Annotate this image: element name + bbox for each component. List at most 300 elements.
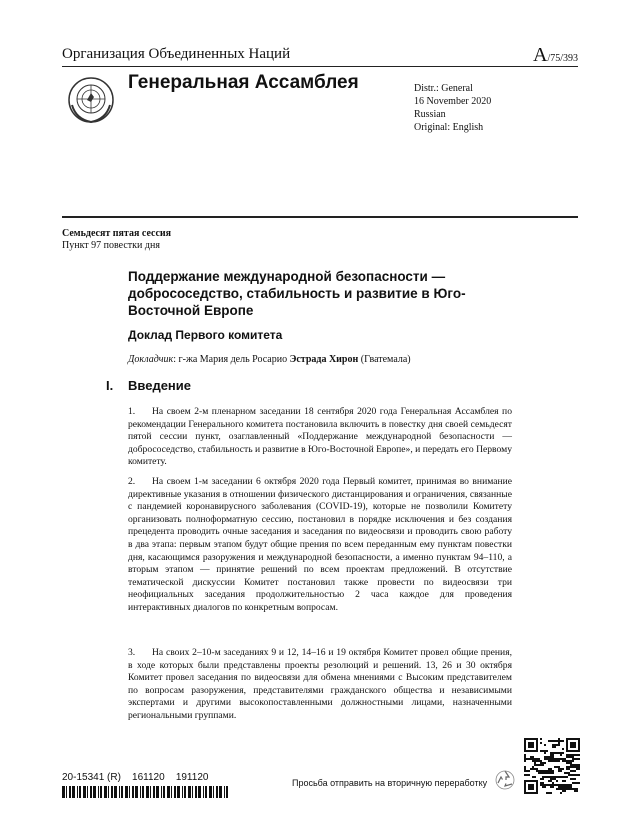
- qr-module: [560, 776, 562, 778]
- qr-module: [574, 788, 576, 790]
- barcode-bar: [198, 786, 201, 798]
- qr-module: [558, 742, 560, 744]
- barcode-bar: [224, 786, 225, 798]
- qr-module: [566, 772, 568, 774]
- qr-module: [566, 762, 568, 764]
- document-title: Поддержание международной безопасности — добрососедство, стабильность и развитие в Юго-Восточной Европе: [128, 269, 466, 318]
- symbol-letter: A: [532, 44, 548, 66]
- qr-module: [572, 756, 574, 758]
- qr-module: [530, 758, 532, 760]
- qr-module: [558, 752, 560, 754]
- doc-date-2: 191120: [175, 772, 209, 783]
- qr-module: [550, 780, 552, 782]
- qr-module: [572, 778, 574, 780]
- qr-module: [554, 766, 556, 768]
- paragraph-number: 2.: [128, 476, 136, 487]
- qr-module: [546, 770, 548, 772]
- qr-module: [568, 774, 570, 776]
- barcode-bar: [167, 786, 170, 798]
- qr-module: [528, 770, 530, 772]
- qr-module: [564, 772, 566, 774]
- qr-module: [532, 766, 534, 768]
- paragraph-number: 1.: [128, 406, 136, 417]
- qr-module: [570, 770, 572, 772]
- qr-module: [542, 764, 544, 766]
- qr-module: [562, 788, 564, 790]
- qr-module: [556, 752, 558, 754]
- barcode-bar: [135, 786, 138, 798]
- qr-module: [570, 764, 572, 766]
- qr-module: [562, 786, 564, 788]
- qr-module: [530, 756, 532, 758]
- qr-module: [548, 756, 550, 758]
- qr-module: [550, 772, 552, 774]
- qr-module: [542, 750, 544, 752]
- qr-module: [540, 750, 542, 752]
- header-rule: [62, 66, 578, 67]
- session-name: Семьдесят пятая сессия: [62, 228, 172, 239]
- qr-module: [576, 754, 578, 756]
- qr-module: [552, 772, 554, 774]
- qr-module: [548, 758, 550, 760]
- qr-module: [546, 772, 548, 774]
- qr-module: [578, 774, 580, 776]
- qr-module: [570, 754, 572, 756]
- barcode-bar: [108, 786, 109, 798]
- qr-module: [570, 762, 572, 764]
- qr-module: [570, 778, 572, 780]
- qr-module: [562, 784, 564, 786]
- rapporteur-line: [128, 354, 411, 365]
- qr-module: [548, 760, 550, 762]
- qr-module: [538, 760, 540, 762]
- qr-module: [556, 740, 558, 742]
- qr-module: [550, 776, 552, 778]
- qr-module: [534, 762, 536, 764]
- barcode-bar: [90, 786, 92, 798]
- qr-module: [540, 778, 542, 780]
- report-heading: Доклад Первого комитета: [128, 328, 283, 342]
- qr-module: [544, 786, 546, 788]
- qr-module: [568, 766, 570, 768]
- barcode-bar: [79, 786, 81, 798]
- qr-module: [572, 758, 574, 760]
- qr-module: [576, 790, 578, 792]
- qr-module: [570, 786, 572, 788]
- qr-module: [568, 762, 570, 764]
- qr-module: [542, 786, 544, 788]
- barcode-bar: [177, 786, 180, 798]
- qr-module: [524, 758, 526, 760]
- qr-module: [554, 776, 556, 778]
- qr-module: [552, 786, 554, 788]
- paragraph-2: [128, 476, 512, 615]
- qr-module: [558, 766, 560, 768]
- agenda-item: Пункт 97 повестки дня: [62, 240, 160, 251]
- qr-module: [564, 790, 566, 792]
- qr-module: [542, 782, 544, 784]
- qr-module: [540, 742, 542, 744]
- qr-module: [560, 768, 562, 770]
- qr-module: [550, 770, 552, 772]
- qr-module: [572, 788, 574, 790]
- qr-module: [572, 764, 574, 766]
- qr-module: [576, 788, 578, 790]
- qr-module: [550, 740, 552, 742]
- assembly-title: Генеральная Ассамблея: [128, 72, 359, 93]
- qr-module: [550, 778, 552, 780]
- qr-module: [570, 788, 572, 790]
- qr-module: [548, 770, 550, 772]
- qr-module: [574, 758, 576, 760]
- barcode-bar: [216, 786, 218, 798]
- qr-module: [566, 776, 568, 778]
- qr-module: [550, 792, 552, 794]
- qr-module: [544, 750, 546, 752]
- qr-module: [562, 740, 564, 742]
- qr-module: [570, 766, 572, 768]
- section-title: Введение: [128, 378, 191, 393]
- qr-module: [540, 738, 542, 740]
- barcode-bar: [192, 786, 193, 798]
- barcode-bar: [66, 786, 67, 798]
- document-number: [62, 772, 208, 783]
- barcode-bar: [184, 786, 186, 798]
- paragraph-text: На своих 2–10-м заседаниях 9 и 12, 14–16 и 19 октября Комитет провел общие прения, в ходе которых были представлены проекты резолюций и решений. 13, 26 и 30 октября Комитет провел заседания по видеосвязи для обмена мнениями с Высоким представителем по вопросам разоружения, представителями гражданского общества и независимыми экспертами и другими высокопоставленными должностными лицами, назначенными региональными группами.: [128, 647, 512, 721]
- qr-module: [552, 782, 554, 784]
- qr-module: [524, 754, 526, 756]
- barcode-bar: [153, 786, 155, 798]
- un-emblem-icon: [66, 75, 116, 125]
- qr-module: [548, 776, 550, 778]
- qr-module: [568, 786, 570, 788]
- qr-module: [572, 754, 574, 756]
- qr-module: [566, 756, 568, 758]
- barcode-bar: [156, 786, 159, 798]
- qr-module: [578, 754, 580, 756]
- barcode-bar: [140, 786, 141, 798]
- qr-finder-core: [528, 784, 534, 790]
- qr-module: [558, 738, 560, 740]
- qr-module: [528, 774, 530, 776]
- qr-module: [532, 758, 534, 760]
- qr-module: [552, 744, 554, 746]
- qr-module: [550, 752, 552, 754]
- barcode-bar: [182, 786, 183, 798]
- qr-module: [542, 770, 544, 772]
- qr-module: [574, 790, 576, 792]
- qr-module: [568, 756, 570, 758]
- qr-module: [570, 784, 572, 786]
- qr-module: [558, 760, 560, 762]
- qr-module: [544, 784, 546, 786]
- qr-module: [550, 768, 552, 770]
- qr-module: [524, 760, 526, 762]
- qr-module: [552, 758, 554, 760]
- qr-module: [560, 758, 562, 760]
- qr-module: [570, 760, 572, 762]
- qr-module: [552, 778, 554, 780]
- barcode-bar: [226, 786, 228, 798]
- paragraph-3: [128, 647, 512, 723]
- qr-module: [526, 770, 528, 772]
- qr-module: [552, 760, 554, 762]
- qr-module: [556, 744, 558, 746]
- qr-module: [556, 780, 558, 782]
- qr-module: [546, 756, 548, 758]
- qr-module: [572, 760, 574, 762]
- qr-module: [524, 766, 526, 768]
- qr-module: [558, 784, 560, 786]
- rapporteur-label: Докладчик: [128, 354, 174, 365]
- qr-module: [542, 778, 544, 780]
- qr-module: [544, 758, 546, 760]
- qr-module: [540, 772, 542, 774]
- qr-module: [548, 784, 550, 786]
- qr-module: [552, 756, 554, 758]
- rapporteur-name: Эстрада Хирон: [289, 354, 359, 365]
- barcode-bar: [72, 786, 75, 798]
- qr-module: [562, 768, 564, 770]
- qr-module: [560, 784, 562, 786]
- barcode-bar: [205, 786, 207, 798]
- qr-module: [556, 766, 558, 768]
- symbol-rest: /75/393: [547, 53, 578, 64]
- qr-module: [542, 762, 544, 764]
- qr-module: [552, 746, 554, 748]
- qr-module: [538, 764, 540, 766]
- qr-module: [524, 770, 526, 772]
- barcode-bar: [77, 786, 78, 798]
- qr-module: [574, 770, 576, 772]
- qr-module: [536, 758, 538, 760]
- qr-module: [534, 768, 536, 770]
- qr-module: [544, 756, 546, 758]
- qr-module: [560, 792, 562, 794]
- qr-module: [564, 780, 566, 782]
- qr-module: [568, 768, 570, 770]
- qr-module: [554, 740, 556, 742]
- qr-module: [572, 782, 574, 784]
- paragraph-text: На своем 1-м заседании 6 октября 2020 года Первый комитет, принимая во внимание директивные указания в отношении физического дистанцирования и ограничения, связанные с пандемией коронавирусного заболевания (COVID-19), которые не позволили Комитету организовать полноформатную сессию, постановил в порядке исключения и без создания прецедента проводить очные заседания и заседания по видеосвязи и проводить свою работу в два этапа: первым этапом будут общие прения по всем переданным ему пунктам повестки дня, касающимся разоружения и международной безопасности, а именно пунктам 94–110, а вторым этапом — принятие решений по всем проектам предложений. В отсутствие тематической дискуссии Комитет постановил также провести по видеосвязи три неофициальных заседания продолжительностью 2 часа каждое для проведения интерактивных диалогов по конкретным вопросам.: [128, 476, 512, 613]
- qr-module: [548, 780, 550, 782]
- qr-module: [530, 768, 532, 770]
- qr-module: [526, 774, 528, 776]
- qr-module: [528, 758, 530, 760]
- qr-module: [542, 784, 544, 786]
- barcode-bar: [111, 786, 113, 798]
- qr-module: [576, 766, 578, 768]
- barcode-bar: [100, 786, 102, 798]
- barcode-bar: [142, 786, 144, 798]
- qr-module: [544, 752, 546, 754]
- qr-module: [566, 760, 568, 762]
- qr-module: [560, 788, 562, 790]
- qr-module: [566, 766, 568, 768]
- qr-module: [550, 786, 552, 788]
- qr-module: [524, 756, 526, 758]
- qr-module: [542, 772, 544, 774]
- qr-module: [564, 758, 566, 760]
- qr-module: [574, 766, 576, 768]
- paragraph-text: На своем 2-м пленарном заседании 18 сентября 2020 года Генеральная Ассамблея по рекомендации Генерального комитета постановила включить в повестку дня своей семьдесят пятой сессии пункт, озаглавленный «Поддержание международной безопасности — добрососедство, стабильность и развитие в Юго-Восточной Европе», и передать его Первому комитету.: [128, 406, 512, 468]
- qr-module: [552, 770, 554, 772]
- qr-module: [564, 760, 566, 762]
- qr-module: [524, 768, 526, 770]
- qr-module: [550, 784, 552, 786]
- qr-module: [554, 758, 556, 760]
- qr-module: [546, 784, 548, 786]
- qr-module: [546, 758, 548, 760]
- qr-module: [578, 782, 580, 784]
- qr-module: [574, 782, 576, 784]
- qr-module: [564, 786, 566, 788]
- qr-module: [548, 792, 550, 794]
- qr-module: [536, 764, 538, 766]
- barcode-bar: [188, 786, 191, 798]
- qr-module: [554, 760, 556, 762]
- qr-module: [540, 770, 542, 772]
- date-line: 16 November 2020: [414, 96, 492, 107]
- qr-module: [544, 776, 546, 778]
- section-number: I.: [106, 378, 114, 393]
- qr-module: [540, 764, 542, 766]
- qr-module: [574, 764, 576, 766]
- qr-finder-core: [528, 742, 534, 748]
- qr-module: [562, 758, 564, 760]
- barcode-bar: [121, 786, 123, 798]
- qr-module: [578, 758, 580, 760]
- qr-module: [556, 788, 558, 790]
- session-rule: [62, 216, 578, 218]
- qr-module: [544, 770, 546, 772]
- qr-module: [568, 754, 570, 756]
- qr-module: [550, 758, 552, 760]
- qr-module: [576, 774, 578, 776]
- barcode-bar: [174, 786, 176, 798]
- qr-module: [534, 764, 536, 766]
- qr-module: [556, 758, 558, 760]
- qr-module: [538, 770, 540, 772]
- qr-module: [564, 776, 566, 778]
- qr-module: [544, 762, 546, 764]
- qr-module: [554, 778, 556, 780]
- qr-module: [536, 768, 538, 770]
- qr-module: [540, 784, 542, 786]
- paragraph-1: [128, 406, 512, 469]
- qr-module: [564, 788, 566, 790]
- barcode-bar: [219, 786, 222, 798]
- qr-module: [540, 760, 542, 762]
- qr-module: [558, 744, 560, 746]
- qr-module: [524, 774, 526, 776]
- qr-module: [572, 770, 574, 772]
- qr-module: [552, 754, 554, 756]
- qr-module: [572, 774, 574, 776]
- qr-module: [574, 754, 576, 756]
- qr-module: [552, 776, 554, 778]
- qr-module: [566, 788, 568, 790]
- barcode-bar: [209, 786, 212, 798]
- barcode-bar: [93, 786, 96, 798]
- qr-module: [578, 766, 580, 768]
- qr-module: [550, 756, 552, 758]
- barcode-bar: [98, 786, 99, 798]
- document-symbol: [533, 44, 578, 67]
- qr-module: [566, 768, 568, 770]
- barcode-bar: [69, 786, 71, 798]
- qr-module: [556, 760, 558, 762]
- barcode-bar: [146, 786, 149, 798]
- qr-module: [576, 782, 578, 784]
- barcode-bar: [83, 786, 86, 798]
- barcode-bar: [62, 786, 65, 798]
- qr-module: [562, 790, 564, 792]
- distr-line: Distr.: General: [414, 83, 473, 94]
- qr-module: [560, 752, 562, 754]
- qr-module: [548, 768, 550, 770]
- qr-module: [536, 760, 538, 762]
- qr-module: [560, 740, 562, 742]
- barcode-bar: [132, 786, 134, 798]
- organization-name: Организация Объединенных Наций: [62, 46, 291, 62]
- original-line: Original: English: [414, 122, 484, 133]
- barcode-bar: [163, 786, 165, 798]
- qr-module: [564, 784, 566, 786]
- barcode-bar: [119, 786, 120, 798]
- qr-module: [548, 740, 550, 742]
- qr-module: [566, 754, 568, 756]
- qr-module: [532, 756, 534, 758]
- barcode-bar: [195, 786, 197, 798]
- qr-module: [566, 784, 568, 786]
- paragraph-number: 3.: [128, 647, 136, 658]
- qr-module: [546, 792, 548, 794]
- qr-module: [544, 744, 546, 746]
- qr-code-icon: [524, 738, 580, 794]
- qr-module: [562, 748, 564, 750]
- qr-module: [556, 776, 558, 778]
- qr-module: [562, 776, 564, 778]
- qr-module: [546, 776, 548, 778]
- qr-module: [542, 776, 544, 778]
- qr-module: [552, 752, 554, 754]
- doc-date-1: 161120: [132, 772, 165, 783]
- qr-module: [554, 784, 556, 786]
- qr-module: [572, 766, 574, 768]
- rapporteur-country: (Гватемала): [358, 354, 411, 365]
- qr-module: [532, 776, 534, 778]
- qr-module: [538, 772, 540, 774]
- rapporteur-pre: : г-жа Мария дель Росарио: [173, 354, 290, 365]
- qr-module: [546, 750, 548, 752]
- qr-module: [534, 776, 536, 778]
- barcode-bar: [129, 786, 130, 798]
- qr-module: [576, 758, 578, 760]
- qr-module: [552, 740, 554, 742]
- qr-module: [560, 754, 562, 756]
- qr-module: [554, 746, 556, 748]
- qr-module: [554, 744, 556, 746]
- qr-module: [578, 768, 580, 770]
- qr-module: [532, 768, 534, 770]
- distribution-meta: [414, 82, 491, 134]
- session-info: [62, 228, 171, 252]
- qr-module: [558, 758, 560, 760]
- qr-module: [538, 758, 540, 760]
- qr-module: [552, 784, 554, 786]
- qr-module: [560, 770, 562, 772]
